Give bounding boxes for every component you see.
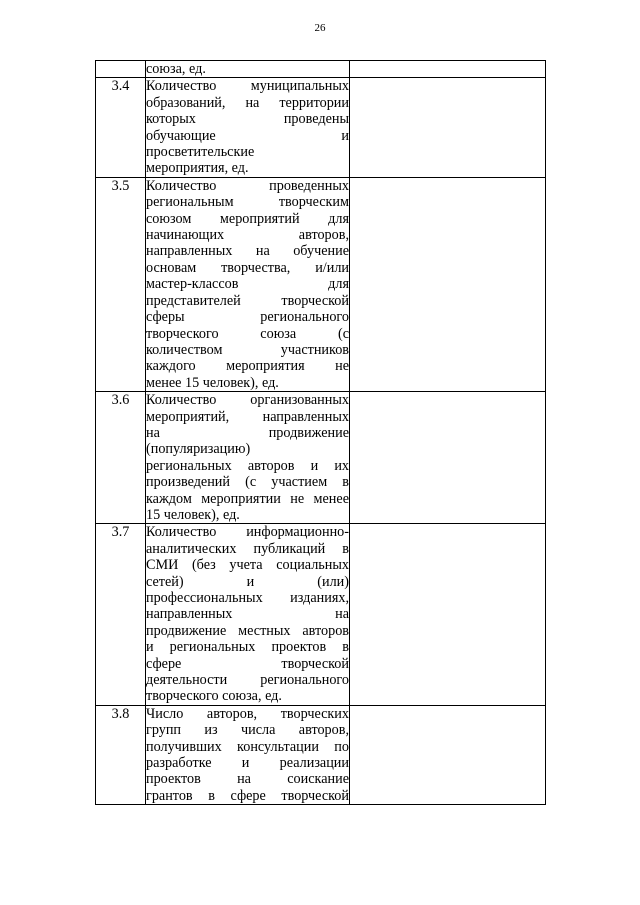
- table-row: [96, 705, 546, 804]
- description-line: на продвижение: [146, 424, 349, 441]
- description-line: региональных авторов и их: [146, 457, 349, 474]
- page-number: 26: [314, 22, 326, 34]
- description-line: сферы регионального: [146, 309, 349, 326]
- description-line: сетей) и (или): [146, 573, 349, 590]
- description-line: союзом мероприятий для: [146, 210, 349, 227]
- description-line: мастер-классов для: [146, 276, 349, 293]
- description-line: начинающих авторов,: [146, 227, 349, 244]
- row-number: [96, 61, 146, 78]
- description-line: которых проведены: [146, 111, 349, 128]
- indicators-table-body: [96, 61, 546, 805]
- description-line: мероприятия, ед.: [146, 160, 249, 177]
- table-row: [96, 392, 546, 524]
- description-line: продвижение местных авторов: [146, 622, 349, 639]
- description-line: направленных на обучение: [146, 243, 349, 260]
- description-line: обучающие и: [146, 127, 349, 144]
- description-line: Количество муниципальных: [146, 78, 349, 95]
- description-line: проектов на соискание: [146, 771, 349, 788]
- description-line: грантов в сфере творческой: [146, 787, 349, 804]
- indicator-description: [146, 705, 350, 804]
- description-line: сфере творческой: [146, 655, 349, 672]
- description-line: каждом мероприятии не менее: [146, 490, 349, 507]
- row-number: 3.4: [96, 78, 146, 177]
- row-number: 3.6: [96, 392, 146, 524]
- indicator-description: [146, 392, 350, 524]
- indicator-description: [146, 524, 350, 705]
- row-number: 3.7: [96, 524, 146, 705]
- description-line: образований, на территории: [146, 94, 349, 111]
- description-line: 15 человек), ед.: [146, 506, 240, 523]
- description-line: Количество организованных: [146, 392, 349, 409]
- description-line: групп из числа авторов,: [146, 722, 349, 739]
- description-line: творческого союза, ед.: [146, 688, 282, 705]
- indicator-description: [146, 61, 350, 78]
- description-line: региональным творческим: [146, 194, 349, 211]
- indicators-table: [95, 60, 546, 805]
- indicator-value-cell: [350, 392, 546, 524]
- description-line: аналитических публикаций в: [146, 540, 349, 557]
- indicator-description: [146, 78, 350, 177]
- description-line: менее 15 человек), ед.: [146, 374, 279, 391]
- description-line: союза, ед.: [146, 61, 206, 77]
- description-line: каждого мероприятия не: [146, 358, 349, 375]
- description-line: СМИ (без учета социальных: [146, 557, 349, 574]
- indicator-description: [146, 177, 350, 391]
- indicator-value-cell: [350, 78, 546, 177]
- row-number: 3.8: [96, 705, 146, 804]
- table-row: [96, 78, 546, 177]
- table-row: [96, 177, 546, 391]
- description-line: деятельности регионального: [146, 672, 349, 689]
- description-line: Число авторов, творческих: [146, 705, 349, 722]
- description-line: представителей творческой: [146, 292, 349, 309]
- description-line: получивших консультации по: [146, 738, 349, 755]
- description-line: основам творчества, и/или: [146, 259, 349, 276]
- description-line: творческого союза (с: [146, 325, 349, 342]
- description-line: произведений (с участием в: [146, 474, 349, 491]
- row-number: 3.5: [96, 177, 146, 391]
- indicator-value-cell: [350, 177, 546, 391]
- indicator-value-cell: [350, 61, 546, 78]
- description-line: (популяризацию): [146, 441, 251, 458]
- description-line: Количество информационно-: [146, 524, 349, 541]
- description-line: профессиональных изданиях,: [146, 590, 349, 606]
- description-line: Количество проведенных: [146, 177, 349, 194]
- description-line: количеством участников: [146, 341, 349, 358]
- table-row: [96, 524, 546, 705]
- indicator-value-cell: [350, 705, 546, 804]
- description-line: разработке и реализации: [146, 755, 349, 772]
- description-line: мероприятий, направленных: [146, 408, 349, 425]
- table-row: [96, 61, 546, 78]
- description-line: и региональных проектов в: [146, 639, 349, 656]
- description-line: просветительские: [146, 144, 255, 161]
- indicator-value-cell: [350, 524, 546, 705]
- description-line: направленных на: [146, 606, 349, 623]
